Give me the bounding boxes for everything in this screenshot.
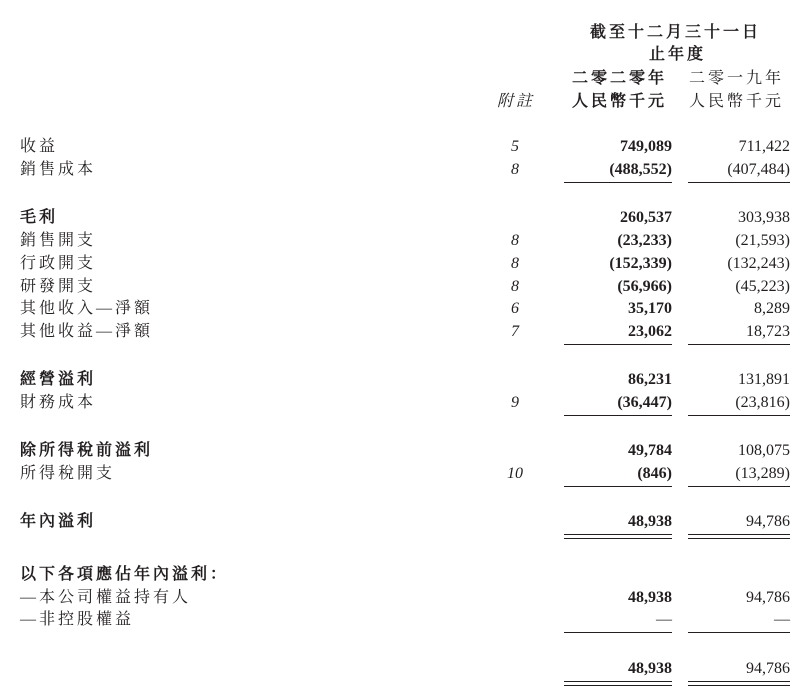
row-value-2020: 48,938 [628,589,672,606]
row-note: 8 [511,232,519,249]
row-value-2020: 48,938 [628,660,672,677]
row-label: 其他收入—淨額 [20,300,154,317]
row-label: 財務成本 [20,394,97,411]
row-value-2020: 49,784 [628,442,672,459]
row-value-2019: 303,938 [738,209,790,226]
subtotal-rule [564,632,672,633]
row-value-2020: (846) [637,465,672,482]
row-note: 5 [511,138,519,155]
total-double-rule [564,681,672,686]
row-label: 銷售開支 [20,232,97,249]
row-value-2020: 86,231 [628,371,672,388]
row-value-2020: 48,938 [628,513,672,530]
subtotal-rule [688,344,790,345]
row-label: 行政開支 [20,255,97,272]
row-value-2019: 94,786 [746,660,790,677]
notes-header: 附註 [497,93,536,110]
row-label: 年內溢利 [20,513,97,530]
row-value-2020: (36,447) [617,394,672,411]
subtotal-rule [688,632,790,633]
subtotal-rule [688,415,790,416]
subtotal-rule [564,486,672,487]
subtotal-rule [688,182,790,183]
row-value-2020: — [656,611,672,628]
row-label: —非控股權益 [20,611,135,628]
row-value-2019: (407,484) [727,161,790,178]
period-header-line1: 截至十二月三十一日 [590,24,762,41]
row-label: —本公司權益持有人 [20,589,192,606]
row-value-2019: 131,891 [738,371,790,388]
period-header-line2: 止年度 [649,46,707,63]
attributable-heading: 以下各項應佔年內溢利： [20,566,230,583]
row-note: 9 [511,394,519,411]
row-value-2019: (45,223) [735,278,790,295]
row-label: 研發開支 [20,278,97,295]
row-value-2020: (488,552) [609,161,672,178]
total-double-rule [564,534,672,539]
row-value-2019: (21,593) [735,232,790,249]
total-double-rule [688,534,790,539]
subtotal-rule [564,182,672,183]
row-value-2019: (13,289) [735,465,790,482]
row-label: 經營溢利 [20,371,97,388]
row-value-2019: (132,243) [727,255,790,272]
subtotal-rule [564,344,672,345]
row-label: 收益 [20,138,59,155]
currency-2019-header: 人民幣千元 [689,93,785,110]
row-value-2020: 23,062 [628,323,672,340]
year-2020-header: 二零二零年 [572,70,668,87]
row-note: 8 [511,278,519,295]
row-value-2019: 18,723 [746,323,790,340]
row-note: 10 [507,465,523,482]
row-value-2019: 108,075 [738,442,790,459]
row-value-2019: — [774,611,790,628]
row-label: 其他收益—淨額 [20,323,154,340]
row-value-2019: 711,422 [738,138,790,155]
row-note: 7 [511,323,519,340]
year-2019-header: 二零一九年 [689,70,785,87]
row-value-2020: 749,089 [620,138,672,155]
row-value-2020: (56,966) [617,278,672,295]
subtotal-rule [564,415,672,416]
row-label: 除所得稅前溢利 [20,442,154,459]
row-note: 6 [511,300,519,317]
row-value-2019: (23,816) [735,394,790,411]
row-value-2019: 94,786 [746,589,790,606]
total-double-rule [688,681,790,686]
row-value-2019: 8,289 [754,300,790,317]
row-label: 毛利 [20,209,59,226]
row-value-2019: 94,786 [746,513,790,530]
row-label: 所得稅開支 [20,465,116,482]
row-value-2020: (23,233) [617,232,672,249]
row-value-2020: 260,537 [620,209,672,226]
row-value-2020: 35,170 [628,300,672,317]
row-note: 8 [511,161,519,178]
subtotal-rule [688,486,790,487]
row-value-2020: (152,339) [609,255,672,272]
row-note: 8 [511,255,519,272]
row-label: 銷售成本 [20,161,97,178]
currency-2020-header: 人民幣千元 [572,93,668,110]
